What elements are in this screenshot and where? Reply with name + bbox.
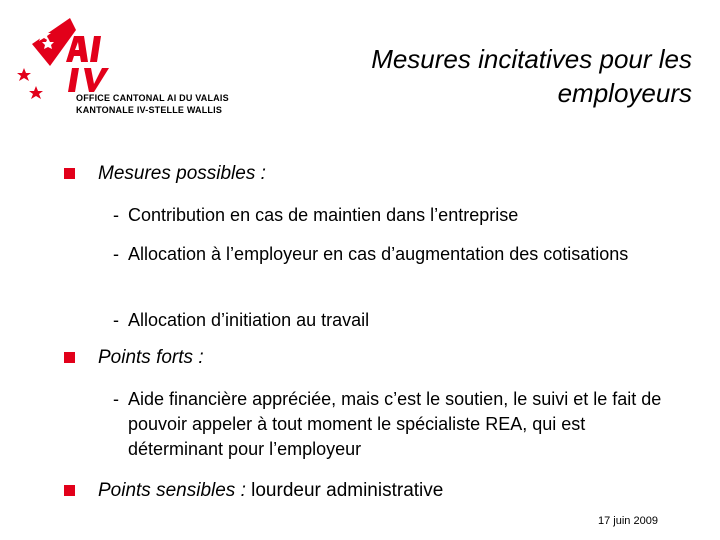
bullet-label: Points forts : [98,347,204,368]
logo-text-line1: OFFICE CANTONAL AI DU VALAIS [76,93,229,103]
bullet-square-icon [64,485,75,496]
list-item: - Aide financière appréciée, mais c’est le soutien, le suivi et le fait de pouvoir appeler à tout moment le spécialiste REA, qui est déterminant pour l’employeur [113,389,662,459]
title-line2: employeurs [557,78,692,108]
logo-text-line2: KANTONALE IV-STELLE WALLIS [76,105,223,115]
bullet-square-icon [64,352,75,363]
bullet-value: lourdeur administrative [251,480,444,501]
footer-date: 17 juin 2009 [598,515,658,527]
bullet-square-icon [64,168,75,179]
bullet-label: Mesures possibles : [98,163,266,184]
list-item: - Allocation d’initiation au travail [113,310,370,330]
page-title [252,42,692,110]
title-line1: Mesures incitatives pour les [371,44,692,74]
bullet-label: Points sensibles : [98,480,246,501]
ai-iv-logo [14,14,229,124]
list-item: - Contribution en cas de maintien dans l’entreprise [113,205,519,225]
list-item: - Allocation à l’employeur en cas d’augmentation des cotisations [113,244,629,264]
